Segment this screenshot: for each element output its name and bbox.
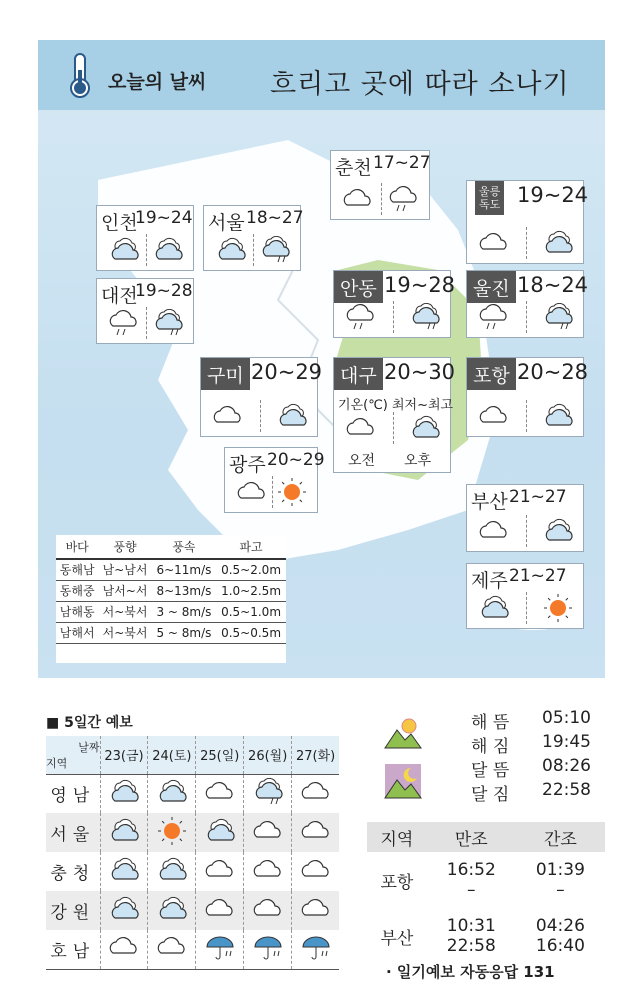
rain-icon [387, 185, 421, 213]
rain-icon [344, 303, 378, 331]
partly-icon [107, 817, 141, 845]
tide-table [367, 822, 605, 964]
city-name: 울진 [467, 271, 516, 303]
astro-time: 22:58 [542, 780, 591, 800]
region-name: 서울 [46, 813, 100, 852]
sun-icon [541, 594, 575, 622]
cloud-icon [299, 895, 333, 923]
cloud-icon [235, 478, 269, 506]
city-temp: 19~28 [135, 281, 193, 301]
city-temp: 20~29 [267, 450, 325, 470]
city-temp: 18~27 [246, 208, 304, 228]
tide-row [367, 852, 605, 908]
city-temp: 20~29 [251, 360, 323, 384]
forecast-cell [148, 852, 196, 891]
partly-rain-icon [151, 309, 185, 337]
sea-cell: 0.5~2.0m [216, 559, 286, 580]
forecast-row [46, 813, 339, 852]
sea-cell: 남~남서 [98, 559, 151, 580]
forecast-cell [148, 891, 196, 930]
partly-rain-icon [408, 303, 442, 331]
day-header: 23(금) [100, 736, 148, 774]
forecast-cell [100, 852, 148, 891]
partly-icon [214, 236, 248, 264]
moonrise-icon [383, 762, 423, 800]
partly-icon [477, 594, 511, 622]
city-name: 서울 [208, 212, 245, 234]
sea-cell: 동해남 [56, 559, 98, 580]
partly-icon [203, 817, 237, 845]
tide-place: 부산 [380, 928, 414, 949]
forecast-cell [196, 852, 244, 891]
partly-icon [151, 236, 185, 264]
cloud-icon [211, 402, 245, 430]
city-name: 춘천 [335, 157, 372, 179]
astro-label: 달 뜸 [471, 761, 510, 781]
forecast-cell [196, 891, 244, 930]
city-card-busan [466, 484, 584, 552]
partly-icon [107, 895, 141, 923]
tide-high [427, 908, 516, 964]
forecast-cell [100, 891, 148, 930]
city-temp: 20~30 [384, 360, 456, 384]
umbrella-icon [299, 933, 333, 961]
legend-pm: 오후 [404, 453, 432, 469]
city-name: 대구 [334, 358, 383, 390]
cloud-icon [203, 895, 237, 923]
forecast-cell [196, 774, 244, 813]
legend-am: 오전 [348, 453, 376, 469]
tide-time: 16:40 [535, 936, 585, 956]
city-name: 대전 [101, 285, 138, 307]
city-name: 포항 [467, 358, 516, 390]
city-card-chuncheon [330, 150, 430, 220]
forecast-cell [196, 930, 244, 969]
forecast-cell [292, 852, 339, 891]
table-row [56, 601, 286, 622]
legend-label: 기온(℃) 최저~최고 [338, 398, 454, 413]
corner-date-label: 날짜 [78, 740, 100, 754]
day-header: 24(토) [148, 736, 196, 774]
sea-header: 파고 [216, 535, 286, 559]
am-pm-divider [526, 400, 527, 432]
footer-phone: · 일기예보 자동응답 131 [386, 963, 555, 981]
cloud-icon [155, 933, 189, 961]
five-day-forecast-table [46, 736, 339, 970]
cloud-icon [251, 895, 285, 923]
partly-icon [155, 895, 189, 923]
region-name: 영남 [50, 786, 96, 807]
sea-cell: 남서~서 [98, 580, 151, 601]
tide-time: 22:58 [446, 936, 496, 956]
forecast-cell [100, 930, 148, 969]
partly-icon [107, 856, 141, 884]
forecast-cell [244, 852, 292, 891]
sea-cell: 0.5~1.0m [216, 601, 286, 622]
forecast-cell [244, 930, 292, 969]
tide-time: 04:26 [535, 916, 585, 936]
day-header: 27(화) [292, 736, 339, 774]
am-pm-divider [260, 400, 261, 432]
am-pm-divider [526, 592, 527, 624]
partly-icon [541, 402, 575, 430]
tide-time: – [556, 880, 565, 900]
region-name: 호남 [46, 930, 100, 969]
tide-place: 포항 [380, 872, 414, 893]
partly-icon [155, 778, 189, 806]
cloud-icon [344, 414, 378, 442]
am-pm-divider [526, 227, 527, 259]
am-pm-divider [253, 234, 254, 266]
city-card-gumi [200, 357, 323, 437]
tide-time: 16:52 [446, 860, 496, 880]
sun-icon [275, 478, 309, 506]
sea-header: 풍속 [152, 535, 216, 559]
forecast-cell [292, 891, 339, 930]
city-card-uljin [466, 270, 589, 338]
astro-time: 19:45 [542, 732, 591, 752]
forecast-cell [100, 774, 148, 813]
am-pm-divider [526, 515, 527, 547]
forecast-cell [292, 930, 339, 969]
city-temp: 17~27 [373, 153, 431, 173]
sea-header: 바다 [56, 535, 98, 559]
partly-icon [541, 229, 575, 257]
forecast-cell [148, 774, 196, 813]
city-name: 제주 [471, 570, 508, 592]
city-temp: 20~28 [517, 360, 589, 384]
corner-cell [46, 736, 100, 774]
table-row [56, 622, 286, 643]
forecast-row [46, 930, 339, 969]
city-temp: 19~24 [517, 183, 589, 207]
tide-low [516, 908, 605, 964]
partly-rain-icon [541, 303, 575, 331]
sea-cell: 5 ~ 8m/s [152, 622, 216, 643]
panel-title: 오늘의 날씨 [108, 71, 207, 93]
cloud-icon [477, 402, 511, 430]
city-name: 광주 [229, 454, 266, 476]
city-card-gwangju [224, 447, 325, 513]
forecast-row [46, 891, 339, 930]
sunrise-icon [383, 714, 423, 750]
weather-summary: 흐리고 곳에 따라 소나기 [270, 69, 570, 100]
am-pm-divider [381, 183, 382, 215]
city-temp: 18~24 [517, 273, 589, 297]
cloud-icon [203, 778, 237, 806]
forecast-title: ■ 5일간 예보 [46, 715, 133, 731]
forecast-cell [244, 774, 292, 813]
cloud-icon [251, 817, 285, 845]
forecast-cell [244, 891, 292, 930]
sea-table [56, 535, 286, 663]
sea-cell: 0.5~0.5m [216, 622, 286, 643]
am-pm-divider [393, 412, 394, 444]
astro-label: 해 짐 [471, 737, 510, 757]
tide-header: 간조 [516, 822, 605, 852]
city-card-daejeon [96, 278, 194, 344]
forecast-row [46, 774, 339, 813]
sea-header: 풍향 [98, 535, 151, 559]
sea-cell: 남해동 [56, 601, 98, 622]
tide-high [427, 852, 516, 908]
region-name: 충청 [50, 864, 96, 884]
city-name: 구미 [201, 358, 250, 390]
partly-rain-icon [258, 236, 292, 264]
astro-time: 05:10 [542, 708, 591, 728]
city-card-incheon [96, 205, 194, 271]
city-temp: 21~27 [509, 487, 567, 507]
header-bar [38, 40, 605, 110]
cloud-icon [203, 856, 237, 884]
sea-cell: 1.0~2.5m [216, 580, 286, 601]
thermometer-icon [66, 52, 94, 100]
city-card-ulleung [466, 180, 589, 264]
partly-icon [541, 517, 575, 545]
city-name: 안동 [334, 271, 383, 303]
tide-low [516, 852, 605, 908]
cloud-icon [251, 856, 285, 884]
cloud-icon [341, 185, 375, 213]
umbrella-icon [203, 933, 237, 961]
tide-header: 만조 [427, 822, 516, 852]
city-name: 부산 [471, 491, 508, 513]
sea-cell: 남해서 [56, 622, 98, 643]
sea-cell: 서~북서 [98, 622, 151, 643]
city-name: 인천 [101, 212, 138, 234]
partly-icon [155, 856, 189, 884]
partly-icon [275, 402, 309, 430]
cloud-icon [477, 517, 511, 545]
astro-time: 08:26 [542, 756, 591, 776]
astro-label: 달 짐 [471, 785, 510, 805]
rain-icon [107, 309, 141, 337]
cloud-icon [299, 856, 333, 884]
partly-icon [107, 236, 141, 264]
corner-region-label: 지역 [46, 756, 68, 770]
day-header: 26(월) [244, 736, 292, 774]
forecast-cell [292, 813, 339, 852]
region-name: 강원 [46, 891, 100, 930]
city-card-pohang [466, 357, 589, 437]
tide-time: – [467, 880, 476, 900]
sea-cell: 동해중 [56, 580, 98, 601]
cloud-icon [107, 933, 141, 961]
forecast-row [46, 852, 339, 891]
forecast-cell [148, 813, 196, 852]
city-card-daegu [333, 357, 456, 473]
city-card-seoul [203, 205, 304, 271]
city-name: 울릉 독도 [475, 181, 504, 215]
forecast-cell [100, 813, 148, 852]
am-pm-divider [526, 301, 527, 333]
cloud-icon [477, 229, 511, 257]
am-pm-divider [272, 476, 273, 508]
cloud-icon [299, 778, 333, 806]
umbrella-icon [251, 933, 285, 961]
sun-icon [155, 817, 189, 845]
sea-cell: 3 ~ 8m/s [152, 601, 216, 622]
rain-icon [477, 303, 511, 331]
partly-rain-icon [251, 778, 285, 806]
partly-icon [408, 414, 442, 442]
city-card-jeju [466, 563, 584, 629]
am-pm-divider [146, 307, 147, 339]
city-temp: 19~24 [135, 208, 193, 228]
sea-cell: 서~북서 [98, 601, 151, 622]
sea-cell: 6~11m/s [152, 559, 216, 580]
forecast-cell [292, 774, 339, 813]
sea-cell: 8~13m/s [152, 580, 216, 601]
city-temp: 21~27 [509, 566, 567, 586]
city-temp: 19~28 [384, 273, 456, 297]
city-card-andong [333, 270, 456, 338]
forecast-cell [244, 813, 292, 852]
tide-time: 01:39 [535, 860, 585, 880]
forecast-cell [148, 930, 196, 969]
forecast-cell [196, 813, 244, 852]
tide-row [367, 908, 605, 964]
table-row [56, 559, 286, 580]
am-pm-divider [146, 234, 147, 266]
day-header: 25(일) [196, 736, 244, 774]
table-row [56, 580, 286, 601]
cloud-icon [299, 817, 333, 845]
tide-header: 지역 [367, 822, 427, 852]
partly-icon [107, 778, 141, 806]
astro-label: 해 뜸 [471, 713, 510, 733]
tide-time: 10:31 [446, 916, 496, 936]
am-pm-divider [393, 301, 394, 333]
